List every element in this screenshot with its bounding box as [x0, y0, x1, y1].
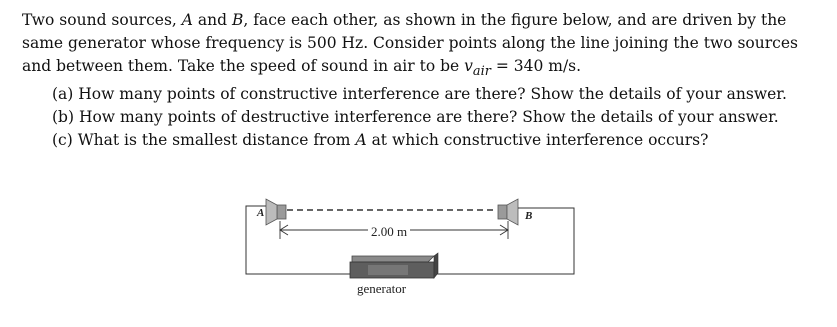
problem-intro: Two sound sources, A and B, face each other, as shown in the figure below, and are driven by the same generator whose frequency is 500 Hz. Consider points along the line joining the two sources and between them. Take the speed of sound in air to be $v_{air} = 340$ m/s. — [22, 11, 798, 79]
generator-label: generator — [357, 281, 407, 296]
speaker-a-icon — [266, 199, 286, 225]
part-b: (b) How many points of destructive interference are there? Show the details of your answer. — [52, 108, 779, 127]
part-a: (a) How many points of constructive interference are there? Show the details of your answer. — [52, 85, 787, 104]
problem-text — [22, 9, 822, 152]
label-b: B — [525, 210, 533, 222]
generator-icon — [350, 253, 438, 278]
part-c: (c) What is the smallest distance from A at which constructive interference occurs? — [52, 131, 709, 150]
figure-diagram — [240, 186, 590, 306]
label-a: A — [257, 207, 265, 219]
distance-label: 2.00 m — [368, 224, 410, 240]
circuit-diagram — [240, 186, 590, 306]
